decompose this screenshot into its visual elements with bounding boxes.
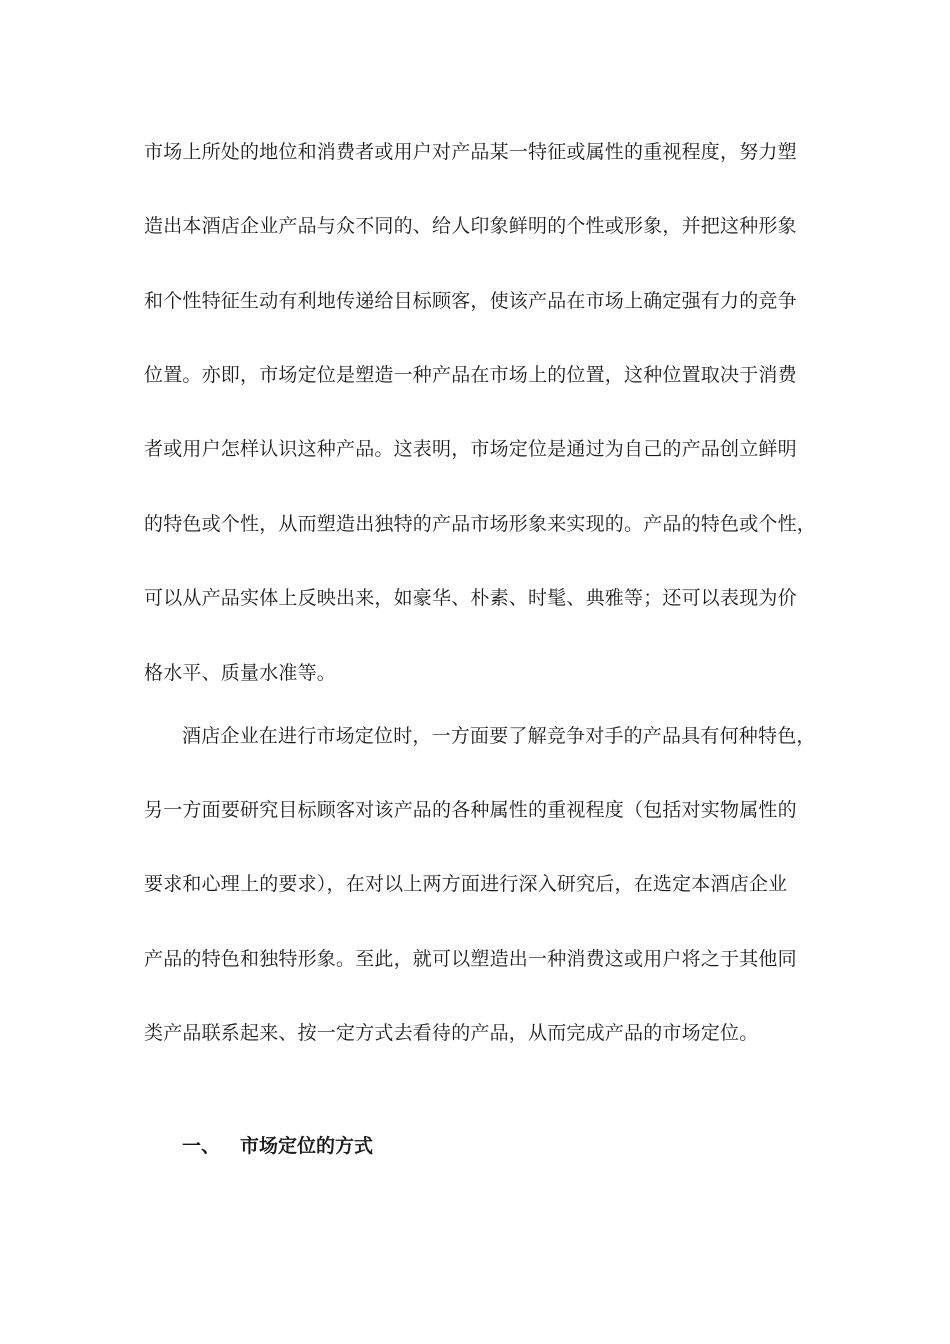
paragraph-2-line-3: 要求和心理上的要求），在对以上两方面进行深入研究后，在选定本酒店企业 [144, 873, 788, 895]
paragraph-1-line-2: 造出本酒店企业产品与众不同的、给人印象鲜明的个性或形象，并把这种形象 [144, 215, 797, 237]
paragraph-1-line-1: 市场上所处的地位和消费者或用户对产品某一特征或属性的重视程度，努力塑 [144, 141, 797, 163]
paragraph-2-line-4: 产品的特色和独特形象。至此，就可以塑造出一种消费这或用户将之于其他同 [144, 948, 797, 970]
paragraph-1-line-8: 格水平、质量水准等。 [144, 662, 337, 684]
paragraph-1-line-6: 的特色或个性，从而塑造出独特的产品市场形象来实现的。产品的特色或个性， [144, 513, 817, 535]
paragraph-2-line-2: 另一方面要研究目标顾客对该产品的各种属性的重视程度（包括对实物属性的 [144, 799, 797, 821]
paragraph-1-line-4: 位置。亦即，市场定位是塑造一种产品在市场上的位置，这种位置取决于消费 [144, 364, 797, 386]
paragraph-1-line-7: 可以从产品实体上反映出来，如豪华、朴素、时髦、典雅等；还可以表现为价 [144, 587, 797, 609]
paragraph-1-line-3: 和个性特征生动有利地传递给目标顾客，使该产品在市场上确定强有力的竞争 [144, 290, 797, 312]
section-heading-number: 一、 [182, 1135, 221, 1157]
paragraph-1-line-5: 者或用户怎样认识这种产品。这表明，市场定位是通过为自己的产品创立鲜明 [144, 438, 797, 460]
paragraph-2-line-5: 类产品联系起来、按一定方式去看待的产品，从而完成产品的市场定位。 [144, 1022, 759, 1044]
section-heading-title: 市场定位的方式 [240, 1135, 374, 1157]
paragraph-2-line-1: 酒店企业在进行市场定位时，一方面要了解竞争对手的产品具有何种特色， [182, 725, 816, 747]
